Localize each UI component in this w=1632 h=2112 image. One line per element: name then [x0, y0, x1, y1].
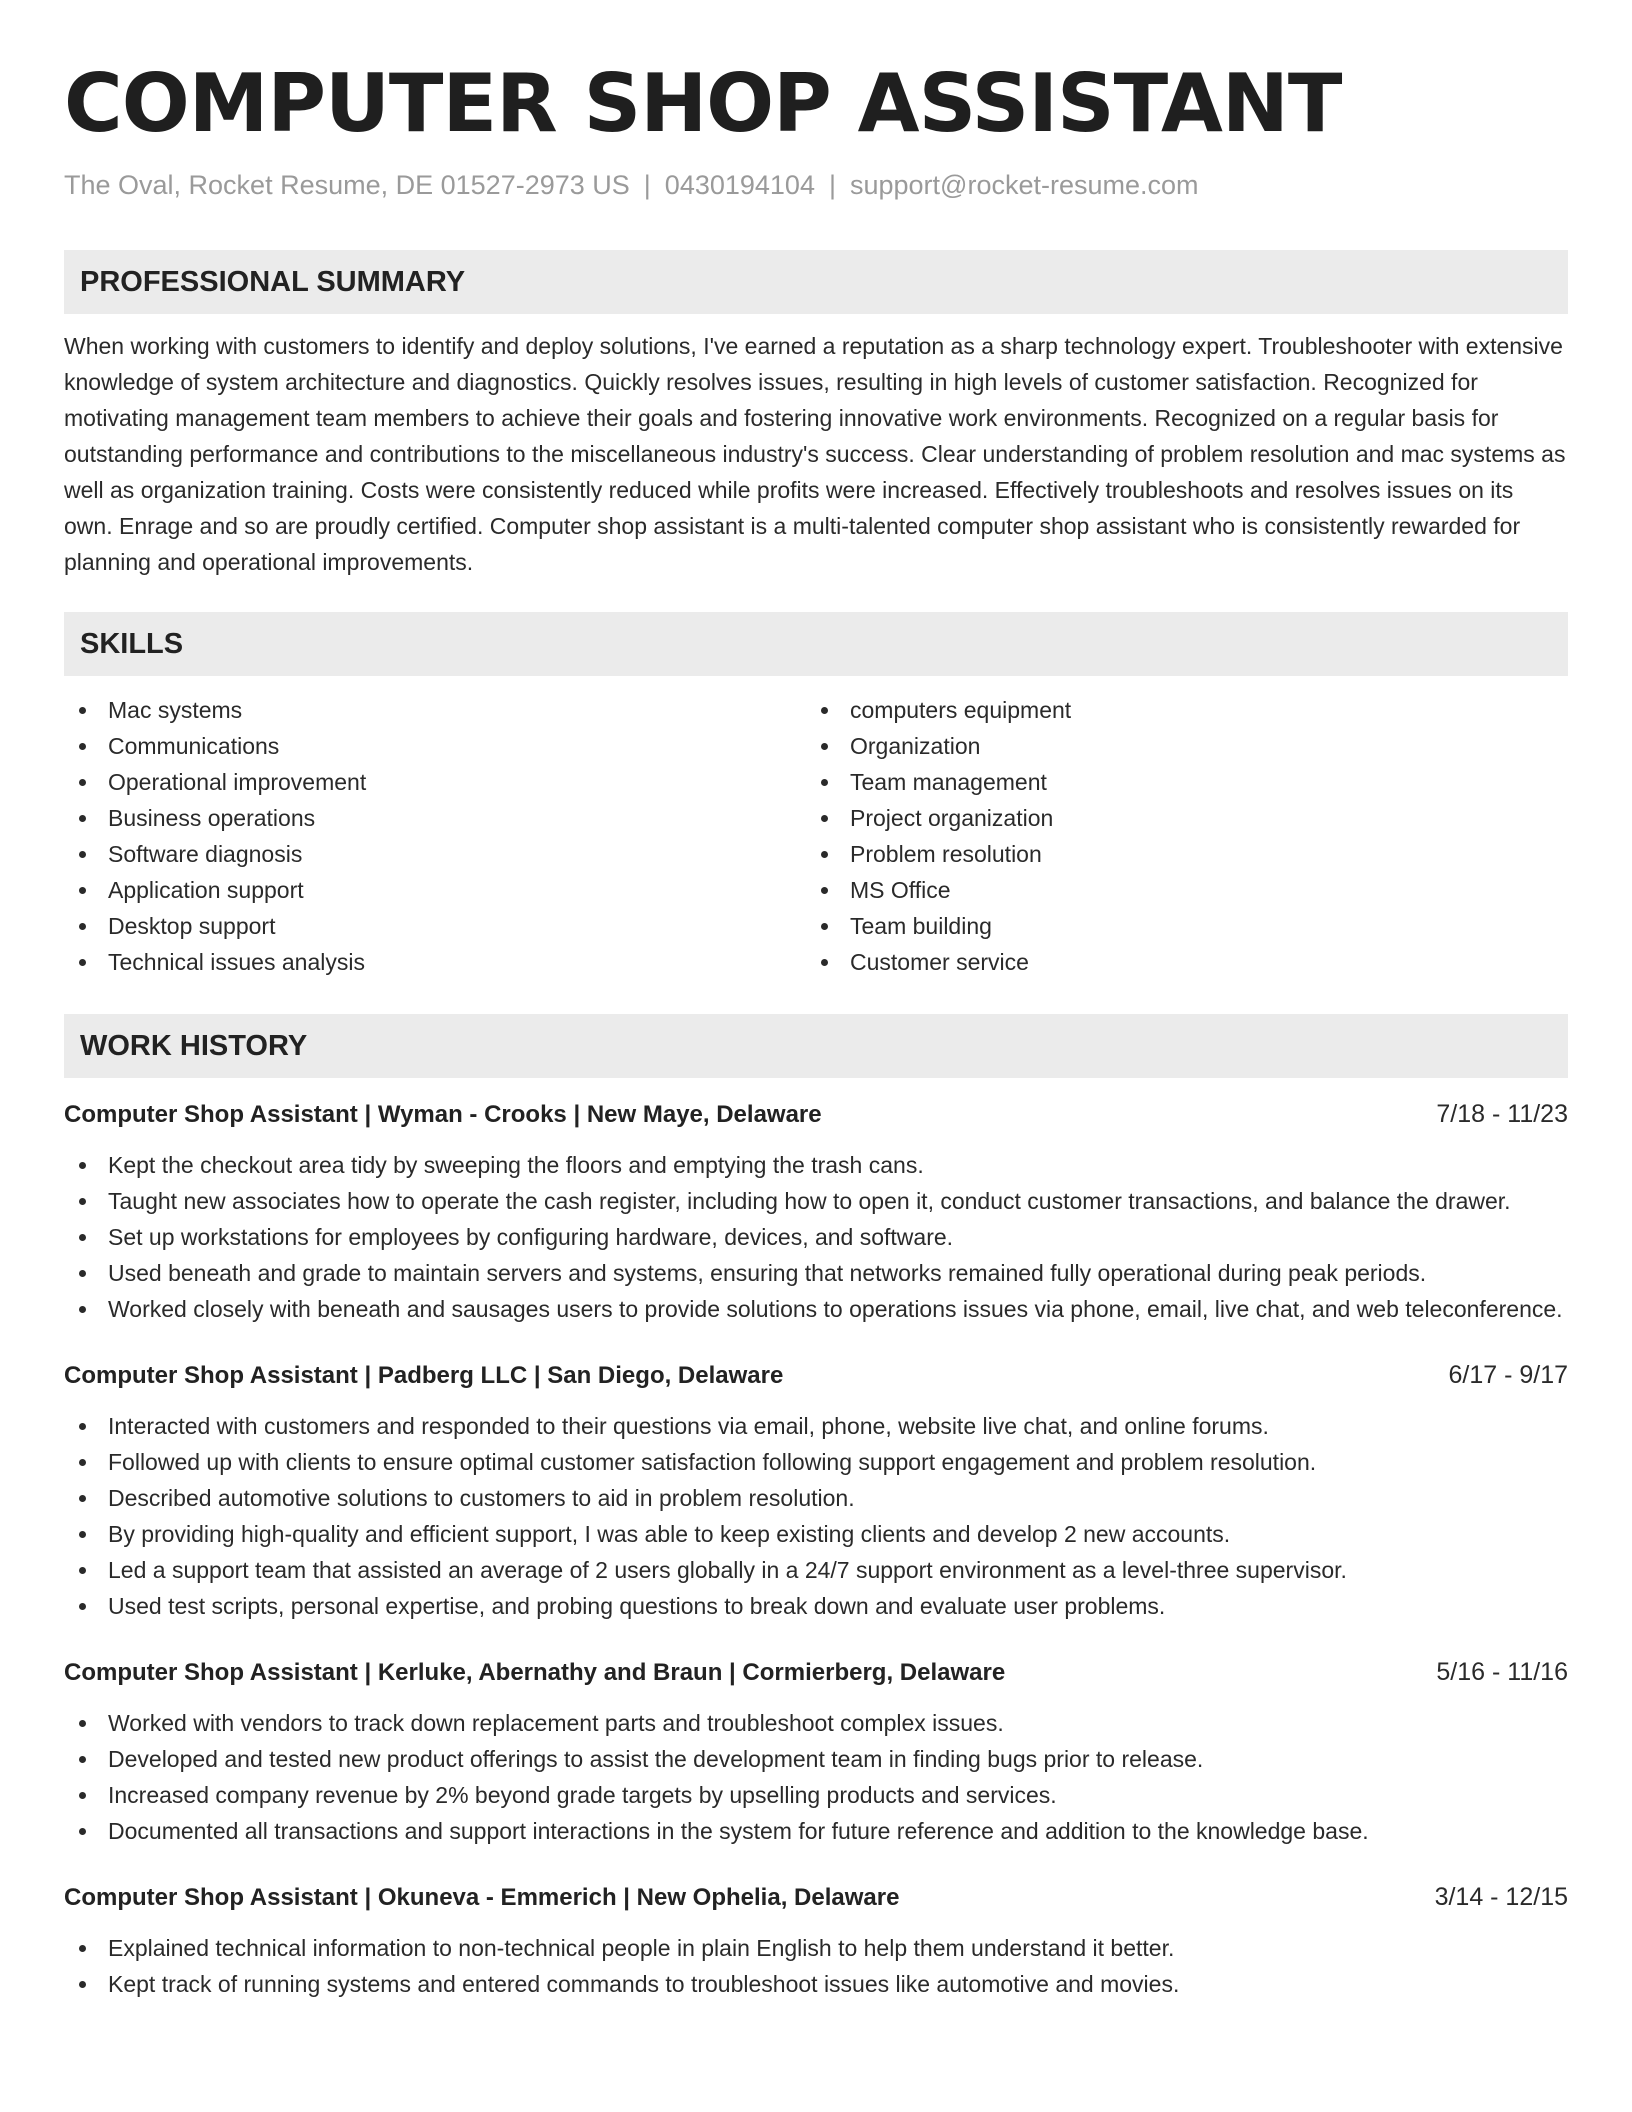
- job-duties: [64, 1930, 1568, 2002]
- job-dates: 3/14 - 12/15: [1434, 1883, 1568, 1911]
- job-header: [64, 1879, 1568, 1916]
- duty-item: Increased company revenue by 2% beyond grade targets by upselling products and services.: [64, 1777, 1568, 1813]
- job-title: Computer Shop Assistant | Kerluke, Abernathy and Braun | Cormierberg, Delaware: [64, 1659, 1006, 1686]
- duty-item: Followed up with clients to ensure optimal customer satisfaction following support engagement and problem resolution.: [64, 1444, 1568, 1480]
- contact-address: The Oval, Rocket Resume, DE 01527-2973 US: [64, 170, 630, 200]
- job-entry: [64, 1357, 1568, 1624]
- job-header: [64, 1096, 1568, 1133]
- job-duties: [64, 1147, 1568, 1327]
- duty-item: Used test scripts, personal expertise, and probing questions to break down and evaluate user problems.: [64, 1588, 1568, 1624]
- summary-text: When working with customers to identify and deploy solutions, I've earned a reputation as a sharp technology expert. Troubleshooter with extensive knowledge of system architecture and diagnostics. Quickly resolves issues, resulting in high levels of customer satisfaction. Recognized for motivating management team members to achieve their goals and fostering innovative work environments. Recognized on a regular basis for outstanding performance and contributions to the miscellaneous industry's success. Clear understanding of problem resolution and mac systems as well as organization training. Costs were consistently reduced while profits were increased. Effectively troubleshoots and resolves issues on its own. Enrage and so are proudly certified. Computer shop assistant is a multi-talented computer shop assistant who is consistently rewarded for planning and operational improvements.: [64, 333, 1566, 575]
- contact-line: [64, 168, 1568, 202]
- job-dates: 5/16 - 11/16: [1436, 1658, 1568, 1686]
- skills-column-left: [64, 692, 806, 980]
- duty-item: Taught new associates how to operate the cash register, including how to open it, conduct customer transactions, and balance the drawer.: [64, 1183, 1568, 1219]
- skill-item: Team management: [806, 764, 1548, 800]
- skill-item: Application support: [64, 872, 806, 908]
- duty-item: Worked with vendors to track down replacement parts and troubleshoot complex issues.: [64, 1705, 1568, 1741]
- duty-item: Developed and tested new product offerings to assist the development team in finding bugs prior to release.: [64, 1741, 1568, 1777]
- job-header: [64, 1357, 1568, 1394]
- job-dates: 6/17 - 9/17: [1448, 1361, 1568, 1389]
- contact-separator: |: [828, 170, 836, 200]
- skills-heading: SKILLS: [64, 612, 1568, 676]
- skill-item: Desktop support: [64, 908, 806, 944]
- job-title: Computer Shop Assistant | Wyman - Crooks | New Maye, Delaware: [64, 1101, 822, 1128]
- job-header: [64, 1654, 1568, 1691]
- skill-item: Customer service: [806, 944, 1548, 980]
- skill-item: Organization: [806, 728, 1548, 764]
- summary-heading: PROFESSIONAL SUMMARY: [64, 250, 1568, 314]
- duty-item: Kept the checkout area tidy by sweeping the floors and emptying the trash cans.: [64, 1147, 1568, 1183]
- job-entry: [64, 1879, 1568, 2002]
- duty-item: Set up workstations for employees by configuring hardware, devices, and software.: [64, 1219, 1568, 1255]
- duty-item: Used beneath and grade to maintain servers and systems, ensuring that networks remained fully operational during peak periods.: [64, 1255, 1568, 1291]
- duty-item: Led a support team that assisted an average of 2 users globally in a 24/7 support environment as a level-three supervisor.: [64, 1552, 1568, 1588]
- job-dates: 7/18 - 11/23: [1436, 1100, 1568, 1128]
- job-duties: [64, 1705, 1568, 1849]
- skill-item: Operational improvement: [64, 764, 806, 800]
- skill-item: Problem resolution: [806, 836, 1548, 872]
- duty-item: Documented all transactions and support interactions in the system for future reference and addition to the knowledge base.: [64, 1813, 1568, 1849]
- duty-item: Described automotive solutions to customers to aid in problem resolution.: [64, 1480, 1568, 1516]
- skill-item: Mac systems: [64, 692, 806, 728]
- skill-item: Project organization: [806, 800, 1548, 836]
- skill-item: Business operations: [64, 800, 806, 836]
- skill-item: Software diagnosis: [64, 836, 806, 872]
- work-history-heading: WORK HISTORY: [64, 1014, 1568, 1078]
- duty-item: Kept track of running systems and entered commands to troubleshoot issues like automotive and movies.: [64, 1966, 1568, 2002]
- job-entry: [64, 1654, 1568, 1849]
- job-entry: [64, 1096, 1568, 1327]
- skill-item: MS Office: [806, 872, 1548, 908]
- job-title: Computer Shop Assistant | Okuneva - Emmerich | New Ophelia, Delaware: [64, 1884, 900, 1911]
- skill-item: Technical issues analysis: [64, 944, 806, 980]
- skills-column-right: [806, 692, 1548, 980]
- contact-phone: 0430194104: [664, 170, 815, 200]
- contact-separator: |: [643, 170, 651, 200]
- duty-item: Explained technical information to non-technical people in plain English to help them understand it better.: [64, 1930, 1568, 1966]
- skills-list: [64, 692, 1568, 980]
- duty-item: Interacted with customers and responded to their questions via email, phone, website live chat, and online forums.: [64, 1408, 1568, 1444]
- duty-item: Worked closely with beneath and sausages users to provide solutions to operations issues via phone, email, live chat, and web teleconference.: [64, 1291, 1568, 1327]
- resume-name: COMPUTER SHOP ASSISTANT: [64, 57, 1342, 150]
- job-duties: [64, 1408, 1568, 1624]
- contact-email: support@rocket-resume.com: [849, 170, 1199, 200]
- skill-item: computers equipment: [806, 692, 1548, 728]
- resume-page: [64, 56, 1568, 2002]
- duty-item: By providing high-quality and efficient support, I was able to keep existing clients and develop 2 new accounts.: [64, 1516, 1568, 1552]
- job-title: Computer Shop Assistant | Padberg LLC | San Diego, Delaware: [64, 1362, 784, 1389]
- skill-item: Communications: [64, 728, 806, 764]
- skill-item: Team building: [806, 908, 1548, 944]
